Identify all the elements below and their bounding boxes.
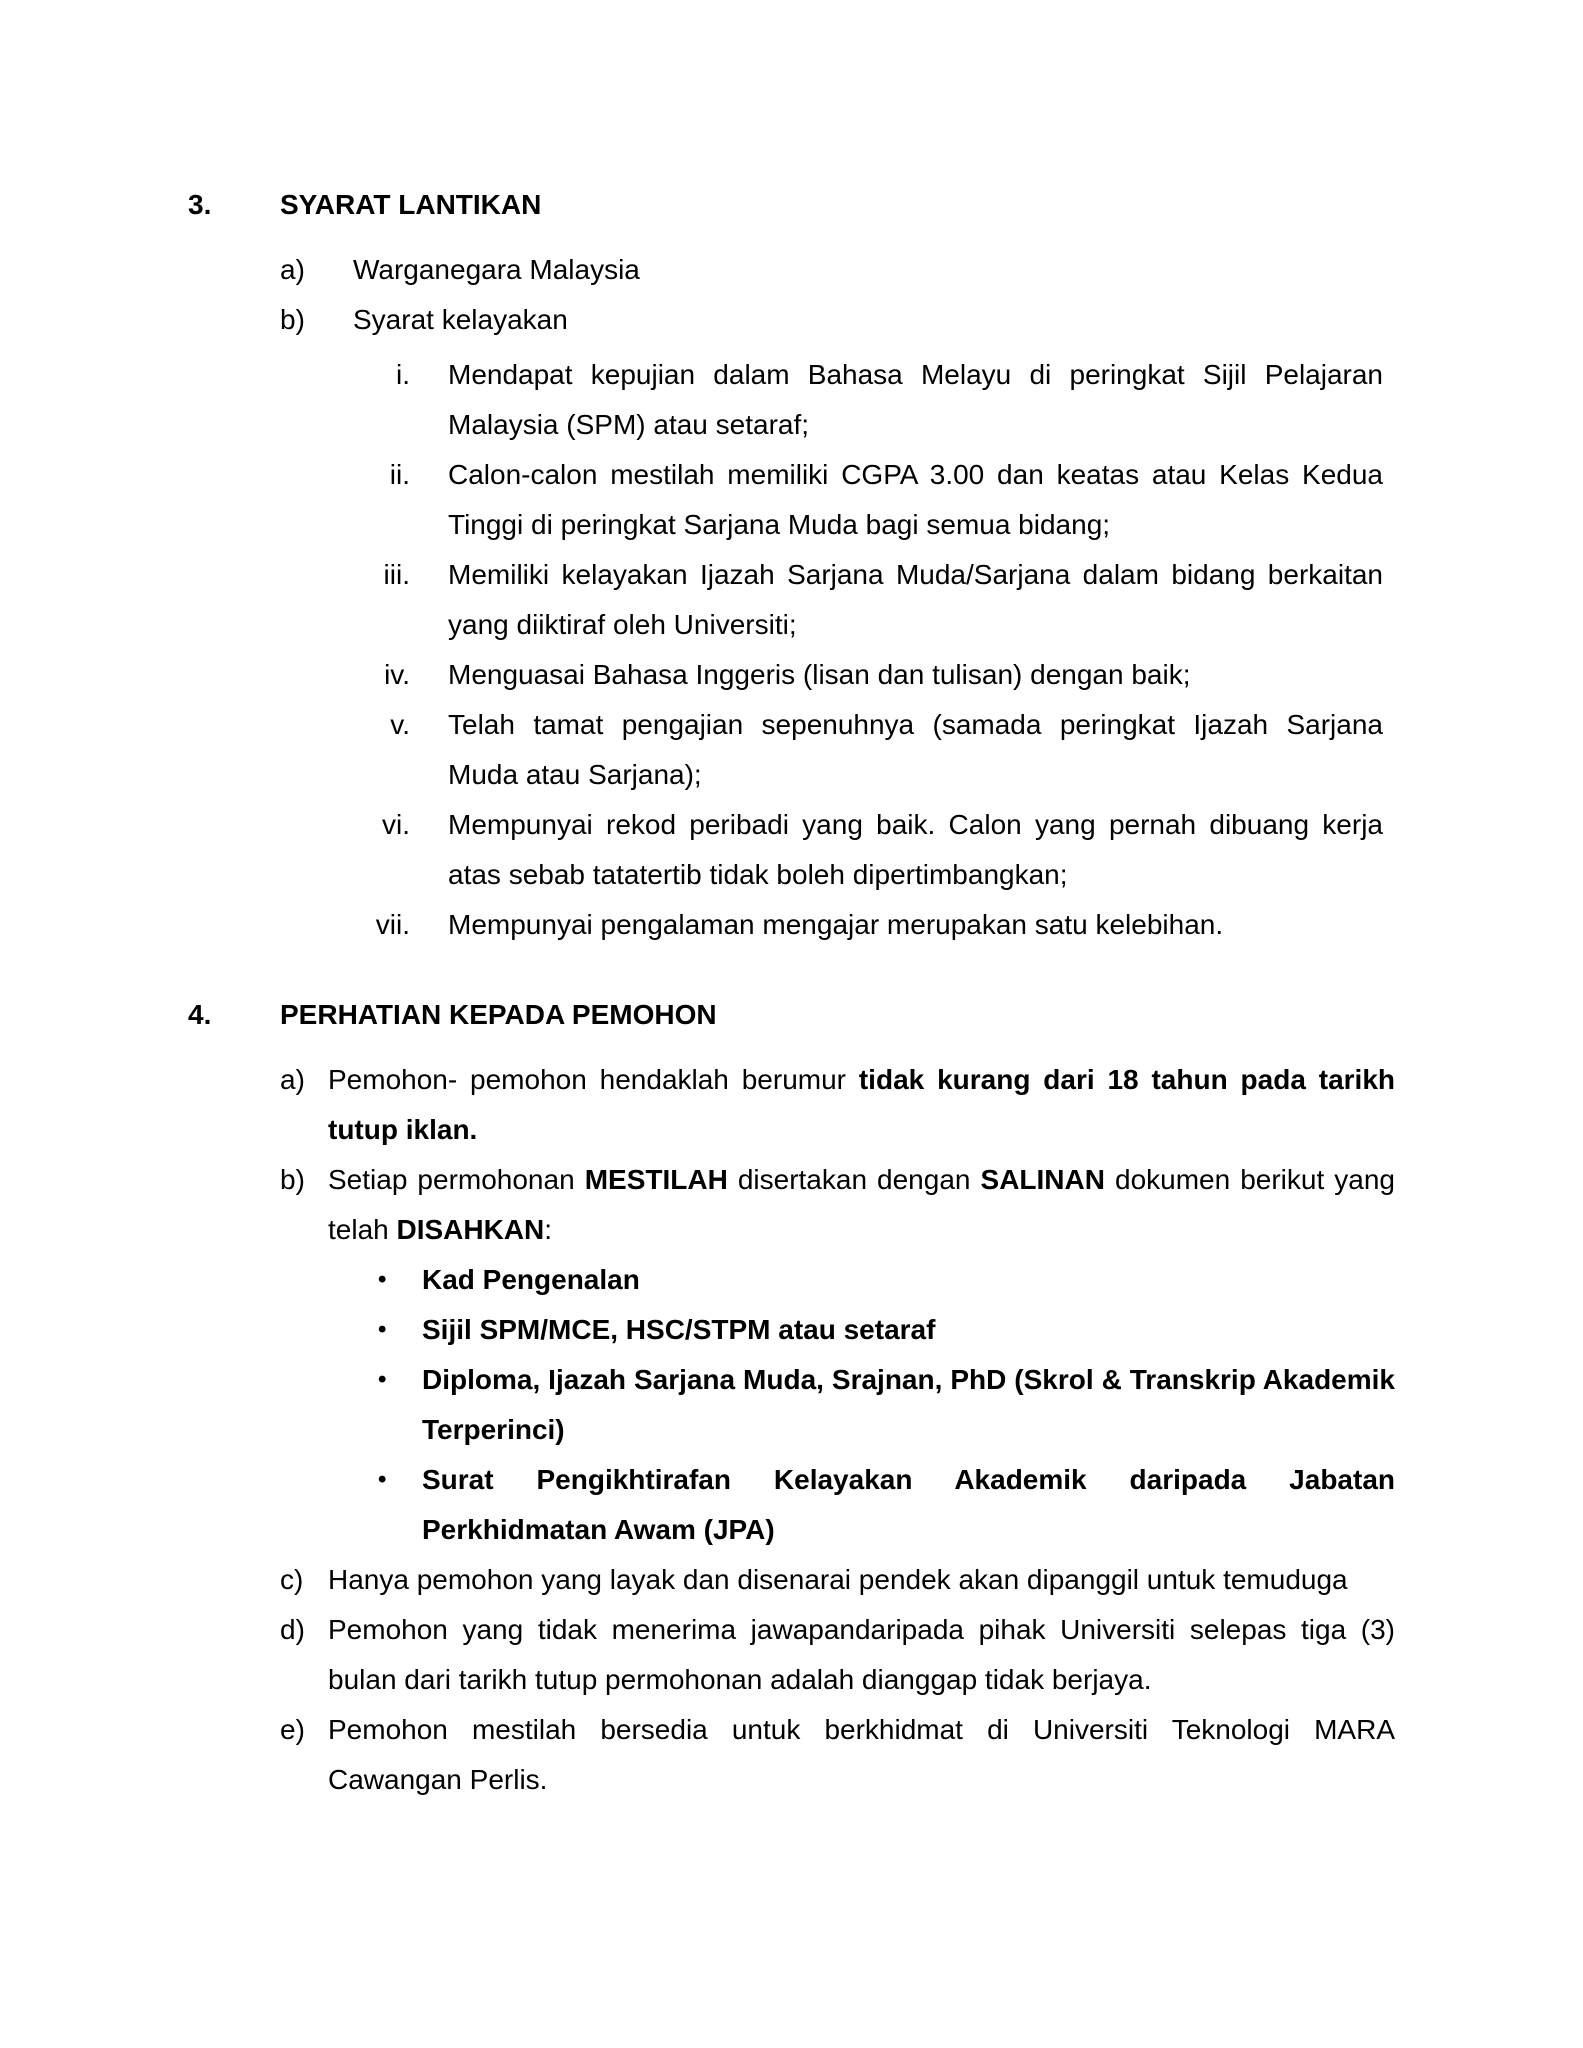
text-segment-bold: DISAHKAN	[396, 1214, 545, 1245]
list-item-4a-label: a)	[280, 1064, 305, 1095]
text-segment: Setiap permohonan	[328, 1164, 585, 1195]
list-item-3a	[280, 245, 1583, 295]
list-item-iv-text: Menguasai Bahasa Inggeris (lisan dan tulisan) dengan baik;	[448, 659, 1191, 690]
list-item-4b	[280, 1155, 1583, 1255]
list-item-i	[0, 350, 1583, 450]
list-item-4d-text: Pemohon yang tidak menerima jawapandaripada pihak Universiti selepas tiga (3) bulan dari tarikh tutup permohonan adalah dianggap tidak berjaya.	[328, 1614, 1395, 1695]
list-item-4e	[280, 1705, 1583, 1805]
list-item-ii-text: Calon-calon mestilah memiliki CGPA 3.00 dan keatas atau Kelas Kedua Tinggi di peringkat Sarjana Muda bagi semua bidang;	[448, 459, 1383, 540]
section-4-title: PERHATIAN KEPADA PEMOHON	[280, 999, 717, 1030]
list-item-4d	[280, 1605, 1583, 1705]
list-item-vi-text: Mempunyai rekod peribadi yang baik. Calon yang pernah dibuang kerja atas sebab tatatertib tidak boleh dipertimbangkan;	[448, 809, 1383, 890]
list-item-ii-label: ii.	[389, 459, 410, 490]
list-item-4b-text	[328, 1155, 1395, 1255]
list-item-iv	[0, 650, 1583, 700]
list-item-v-label: v.	[390, 709, 410, 740]
list-item-iv-label: iv.	[384, 659, 410, 690]
roman-list	[0, 350, 1583, 950]
text-segment: disertakan dengan	[727, 1164, 981, 1195]
list-item-4e-text: Pemohon mestilah bersedia untuk berkhidmat di Universiti Teknologi MARA Cawangan Perlis.	[328, 1714, 1395, 1795]
list-item-iii-text: Memiliki kelayakan Ijazah Sarjana Muda/Sarjana dalam bidang berkaitan yang diiktiraf oleh Universiti;	[448, 559, 1383, 640]
text-segment: :	[544, 1214, 553, 1245]
list-item-vi-label: vi.	[382, 809, 410, 840]
list-item-4b-label: b)	[280, 1164, 305, 1195]
section-3-heading	[188, 180, 1583, 230]
list-item-3a-text: Warganegara Malaysia	[353, 254, 640, 285]
bullet-item-4-text: Surat Pengikhtirafan Kelayakan Akademik daripada Jabatan Perkhidmatan Awam (JPA)	[422, 1464, 1395, 1545]
section-3-title: SYARAT LANTIKAN	[280, 189, 542, 220]
bullet-item-1	[378, 1255, 1583, 1305]
text-segment-bold: MESTILAH	[584, 1164, 728, 1195]
list-item-3a-label: a)	[280, 254, 305, 285]
list-item-3b-label: b)	[280, 304, 305, 335]
section-3-number: 3.	[188, 189, 212, 220]
list-item-vii-label: vii.	[375, 909, 410, 940]
bullet-icon: •	[378, 1316, 387, 1343]
list-item-vii-text: Mempunyai pengalaman mengajar merupakan satu kelebihan.	[448, 909, 1224, 940]
bullet-item-2-text: Sijil SPM/MCE, HSC/STPM atau setaraf	[422, 1314, 936, 1345]
list-item-4a	[280, 1055, 1583, 1155]
bullet-list	[0, 1255, 1583, 1555]
list-item-v	[0, 700, 1583, 800]
list-item-4d-label: d)	[280, 1614, 305, 1645]
bullet-icon: •	[378, 1266, 387, 1293]
list-item-4a-text	[328, 1055, 1395, 1155]
bullet-item-4	[378, 1455, 1583, 1555]
list-item-v-text: Telah tamat pengajian sepenuhnya (samada peringkat Ijazah Sarjana Muda atau Sarjana);	[448, 709, 1383, 790]
text-segment: dokumen berikut yang telah	[328, 1164, 1395, 1245]
bullet-icon: •	[378, 1466, 387, 1493]
bullet-item-2	[378, 1305, 1583, 1355]
list-item-4e-label: e)	[280, 1714, 305, 1745]
list-item-4c-label: c)	[280, 1564, 304, 1595]
list-item-3b	[280, 295, 1583, 345]
text-segment-bold: tidak kurang dari 18 tahun pada tarikh tutup iklan.	[328, 1064, 1395, 1145]
list-item-vii	[0, 900, 1583, 950]
text-segment: Pemohon- pemohon hendaklah berumur	[328, 1064, 859, 1095]
list-item-iii-label: iii.	[383, 559, 410, 590]
bullet-item-1-text: Kad Pengenalan	[422, 1264, 640, 1295]
text-segment-bold: SALINAN	[980, 1164, 1105, 1195]
section-4-number: 4.	[188, 999, 212, 1030]
list-item-3b-text: Syarat kelayakan	[353, 304, 568, 335]
list-item-ii	[0, 450, 1583, 550]
list-item-i-text: Mendapat kepujian dalam Bahasa Melayu di peringkat Sijil Pelajaran Malaysia (SPM) atau setaraf;	[448, 359, 1383, 440]
list-item-vi	[0, 800, 1583, 900]
list-item-4c	[280, 1555, 1583, 1605]
list-item-i-label: i.	[396, 359, 410, 390]
bullet-item-3	[378, 1355, 1583, 1455]
document-content	[0, 180, 1583, 1805]
list-item-4c-text: Hanya pemohon yang layak dan disenarai pendek akan dipanggil untuk temuduga	[328, 1564, 1348, 1595]
bullet-item-3-text: Diploma, Ijazah Sarjana Muda, Srajnan, PhD (Skrol & Transkrip Akademik Terperinci)	[422, 1364, 1395, 1445]
list-item-iii	[0, 550, 1583, 650]
bullet-icon: •	[378, 1366, 387, 1393]
section-4-heading	[188, 990, 1583, 1040]
